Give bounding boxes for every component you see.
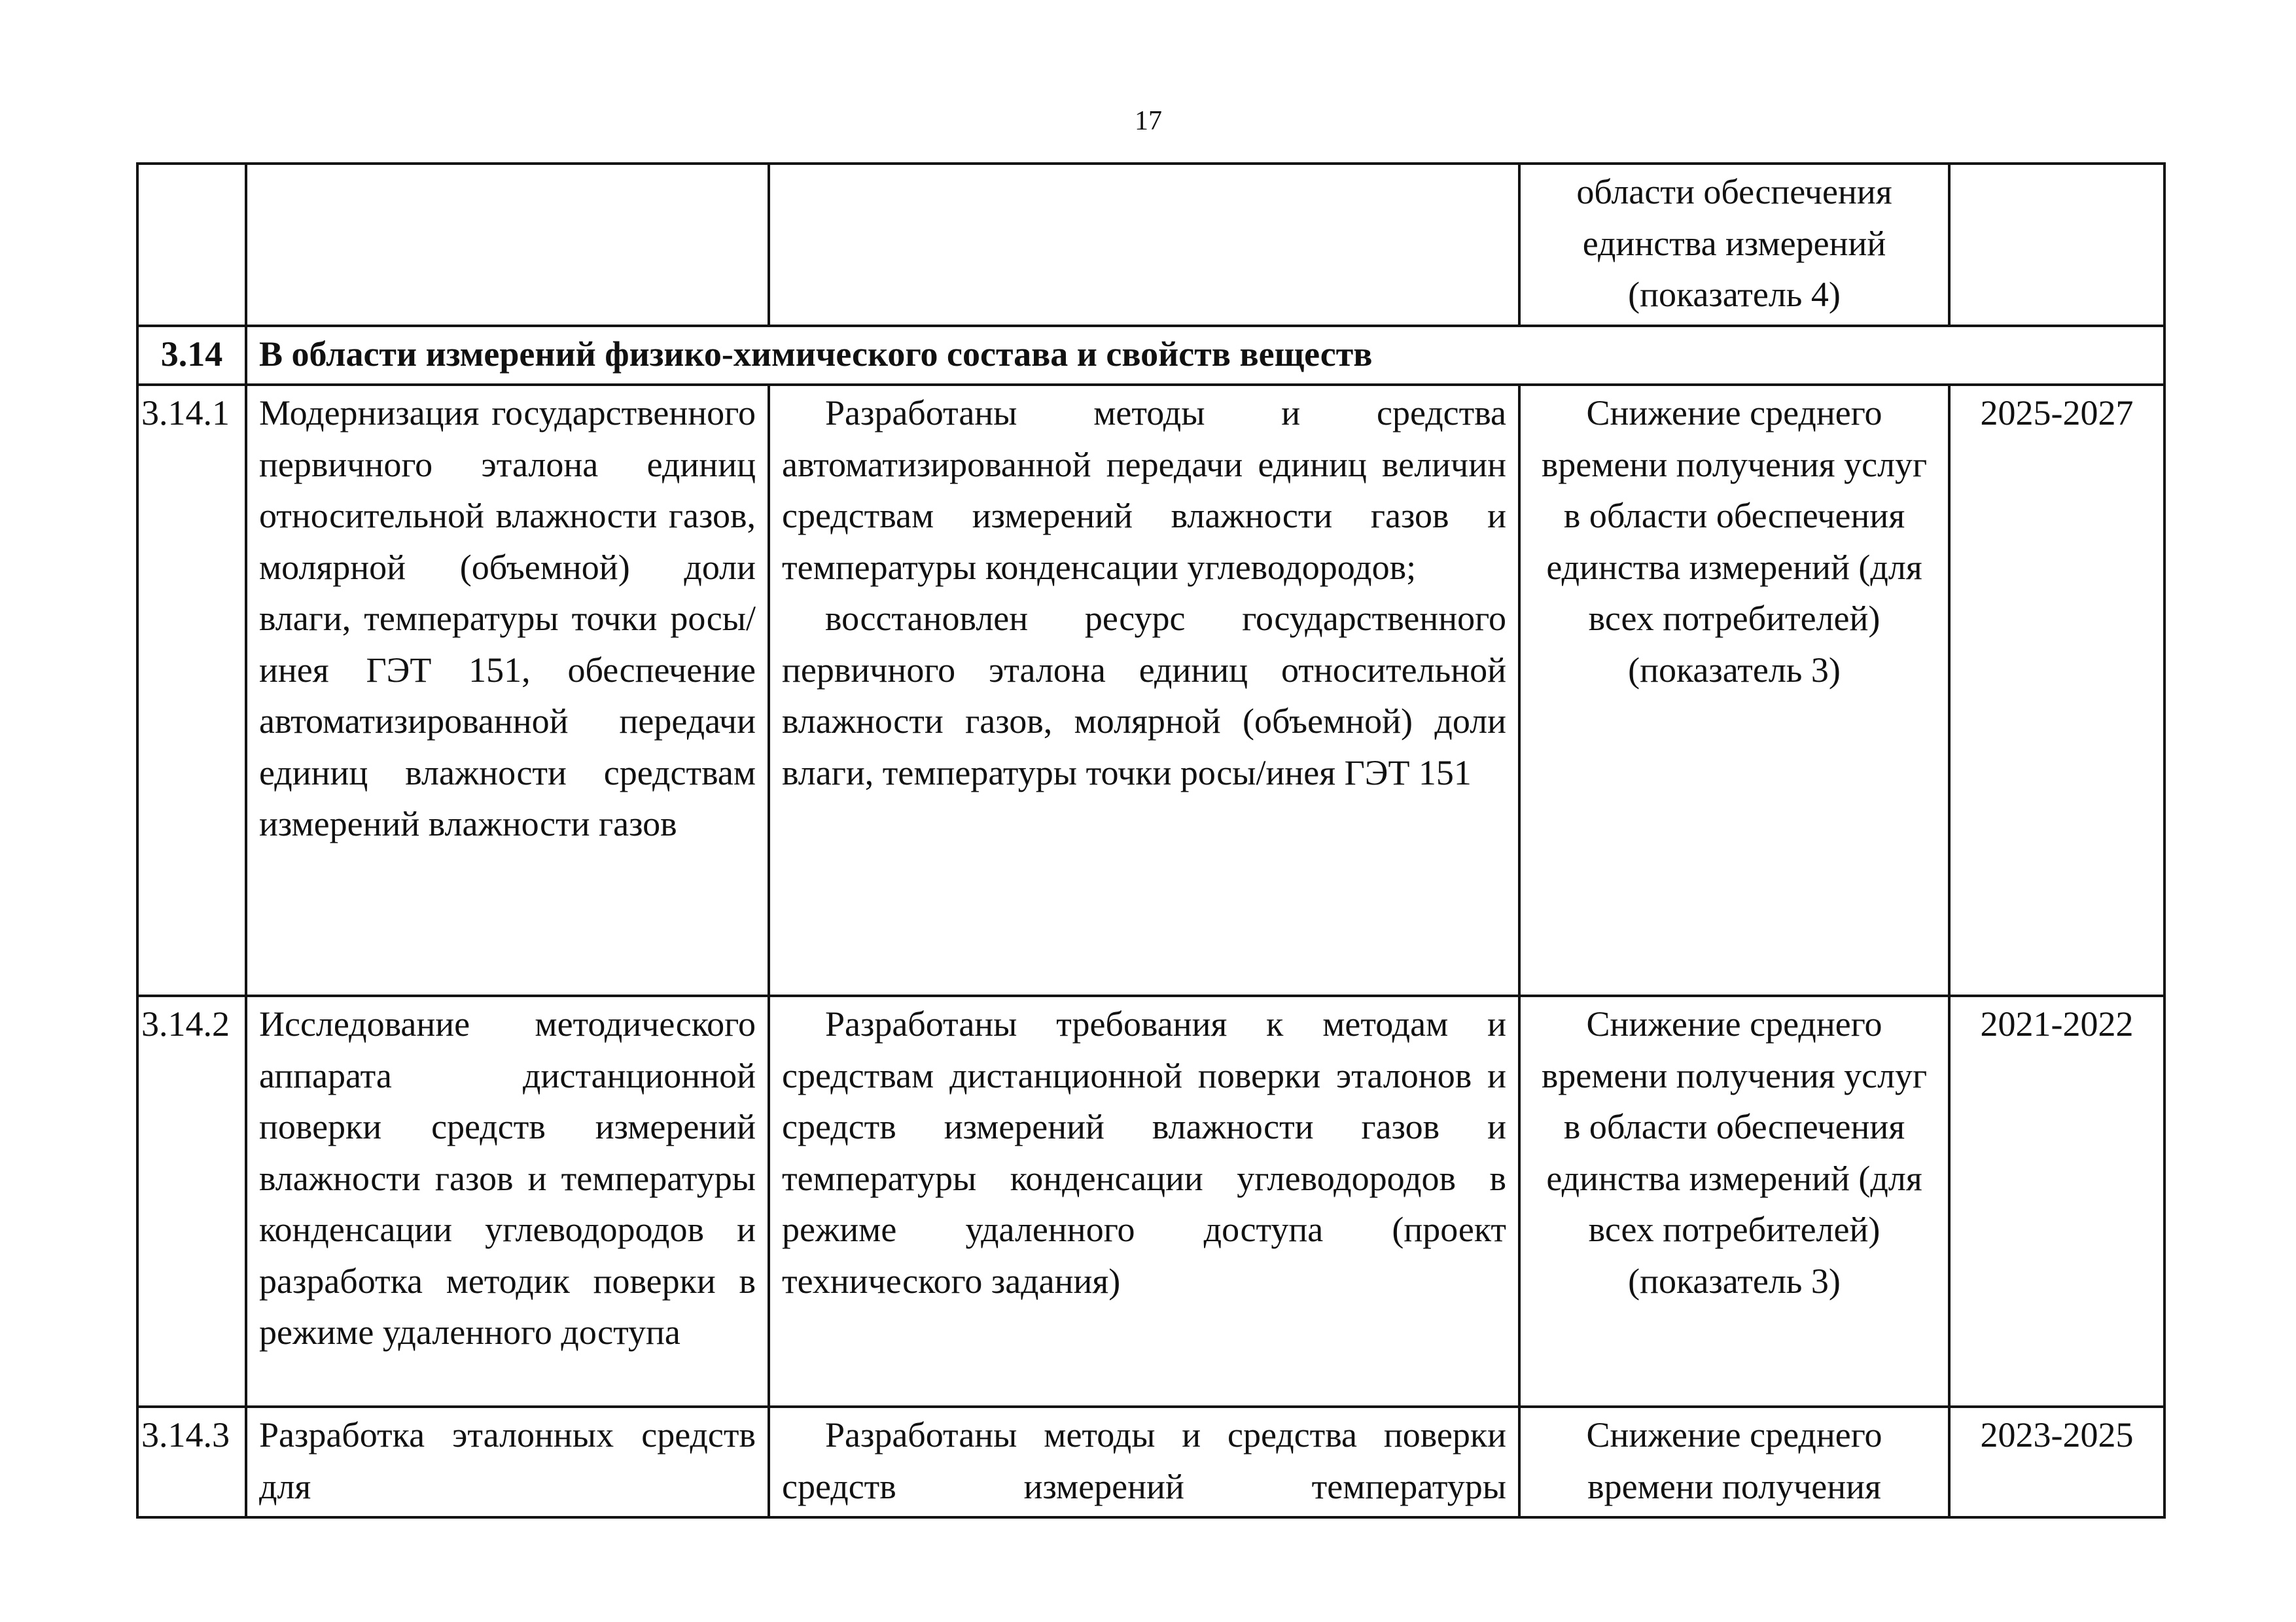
row-number: 3.14.2: [137, 996, 246, 1407]
row-period: 2025-2027: [1949, 385, 2164, 996]
table-row: [137, 996, 2164, 1407]
table-row: [137, 1407, 2164, 1517]
row-number: 3.14.3: [137, 1407, 246, 1517]
section-title: В области измерений физико-химического состава и свойств веществ: [246, 326, 2164, 385]
table-row: [137, 385, 2164, 996]
continuation-indicator-text: области обеспечения единства измерений (показатель 4): [1576, 172, 1892, 314]
result-paragraph: Разработаны методы и средства поверки средств измерений температуры: [782, 1415, 1506, 1506]
work-text: Разработка эталонных средств для: [259, 1415, 756, 1506]
row-work-description: [246, 385, 769, 996]
section-number: 3.14: [137, 326, 246, 385]
continuation-work-cell: [246, 164, 769, 326]
row-result: [769, 996, 1519, 1407]
result-paragraph: Разработаны требования к методам и средствам дистанционной поверки эталонов и средств измерений влажности газов и температуры конденсации углеводородов в режиме удаленного доступа (проект технического задания): [782, 1004, 1506, 1301]
row-indicator: Снижение среднего времени получения услуг в области обеспечения единства измерений (для всех потребителей) (показатель 3): [1519, 996, 1949, 1407]
work-text: Исследование методического аппарата дистанционной поверки средств измерений влажности газов и температуры конденсации углеводородов и разработка методик поверки в режиме удаленного доступа: [259, 1004, 756, 1352]
row-work-description: [246, 1407, 769, 1517]
table-row-continuation: [137, 164, 2164, 326]
row-result: [769, 1407, 1519, 1517]
page-number: 17: [1135, 106, 1162, 136]
row-number: 3.14.1: [137, 385, 246, 996]
continuation-number-cell: [137, 164, 246, 326]
row-work-description: [246, 996, 769, 1407]
row-result: [769, 385, 1519, 996]
row-period: 2021-2022: [1949, 996, 2164, 1407]
result-paragraph: восстановлен ресурс государственного первичного эталона единиц относительной влажности газов, молярной (объемной) доли влаги, температуры точки росы/инея ГЭТ 151: [782, 599, 1506, 792]
row-period: 2023-2025: [1949, 1407, 2164, 1517]
continuation-period-cell: [1949, 164, 2164, 326]
continuation-result-cell: [769, 164, 1519, 326]
continuation-indicator-cell: [1519, 164, 1949, 326]
result-paragraph: Разработаны методы и средства автоматизированной передачи единиц величин средствам измерений влажности газов и температуры конденсации углеводородов;: [782, 393, 1506, 587]
row-indicator: Снижение среднего времени получения услуг в области обеспечения единства измерений (для всех потребителей) (показатель 3): [1519, 385, 1949, 996]
row-indicator: Снижение среднего времени получения: [1519, 1407, 1949, 1517]
measurement-program-table: [136, 162, 2166, 1519]
work-text: Модернизация государственного первичного эталона единиц относительной влажности газов, молярной (объемной) доли влаги, температуры точки росы/инея ГЭТ 151, обеспечение автоматизированной передачи единиц влажности средствам измерений влажности газов: [259, 393, 756, 843]
table-row-section: [137, 326, 2164, 385]
